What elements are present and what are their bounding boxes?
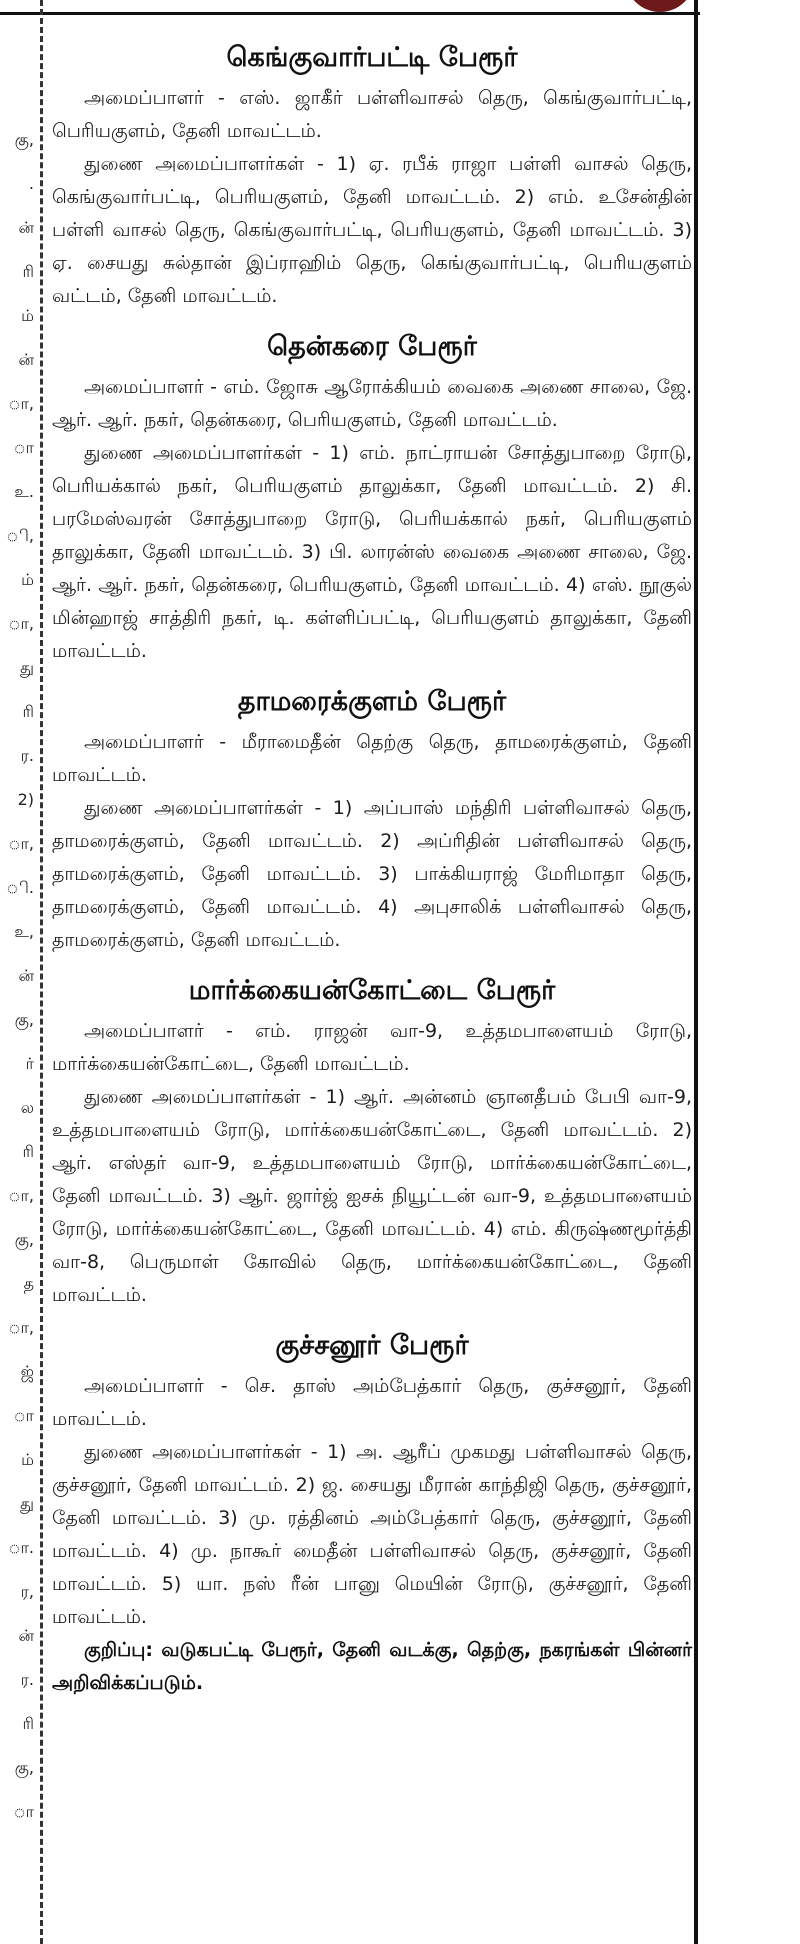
deputy-organizers-paragraph: துணை அமைப்பாளர்கள் - 1) ஏ. ரபீக் ராஜா பள்ளி வாசல் தெரு, கெங்குவார்பட்டி, பெரியகுளம், தேனி மாவட்டம். 2) எம். உசேன்தின் பள்ளி வாசல் தெரு, கெங்குவார்பட்டி, பெரியகுளம், தேனி மாவட்டம். 3) ஏ. சையது சுல்தான் இப்ராஹிம் தெரு, கெங்குவார்பட்டி, பெரியகுளம் வட்டம், தேனி மாவட்டம்.	[52, 153, 692, 307]
adjacent-column-fragment: ம்	[21, 306, 34, 325]
organizer-paragraph: அமைப்பாளர் - செ. தாஸ் அம்பேத்கார் தெரு, குச்சனூர், தேனி மாவட்டம்.	[52, 1375, 692, 1430]
adjacent-column-fragment: து	[20, 1494, 34, 1513]
adjacent-column-fragment: ம்	[21, 570, 34, 589]
adjacent-column-fragment: ன்	[18, 350, 34, 369]
adjacent-column-fragment: ஜ்	[20, 1362, 34, 1381]
adjacent-column-fragment: த	[23, 1274, 34, 1293]
article-column	[52, 38, 692, 1714]
adjacent-column-fragment: ரி	[22, 1714, 34, 1733]
adjacent-column-fragment: கு,	[14, 1230, 34, 1249]
adjacent-column-fragment: ா,	[8, 394, 34, 413]
adjacent-column-fragment: கு,	[14, 130, 34, 149]
adjacent-column-fragment: ன்	[18, 218, 34, 237]
adjacent-column-fragment: ா	[13, 1406, 34, 1425]
adjacent-column-fragment: ா,	[8, 834, 34, 853]
section-thamaraikulam	[52, 682, 692, 957]
adjacent-column-fragment: ர.	[20, 1670, 34, 1689]
adjacent-column-fragment: 2)	[17, 790, 34, 809]
deputy-organizers-paragraph: துணை அமைப்பாளர்கள் - 1) அப்பாஸ் மந்திரி பள்ளிவாசல் தெரு, தாமரைக்குளம், தேனி மாவட்டம். 2) அப்ரிதின் பள்ளிவாசல் தெரு, தாமரைக்குளம், தேனி மாவட்டம். 3) பாக்கியராஜ் மேரிமாதா தெரு, தாமரைக்குளம், தேனி மாவட்டம். 4) அபுசாலிக் பள்ளிவாசல் தெரு, தாமரைக்குளம், தேனி மாவட்டம்.	[52, 797, 692, 951]
section-heading: குச்சனூர் பேரூர்	[275, 1330, 469, 1361]
deputy-organizers-paragraph: துணை அமைப்பாளர்கள் - 1) எம். நாட்ராயன் சோத்துபாறை ரோடு, பெரியக்கால் நகர், பெரியகுளம் தாலுக்கா, தேனி மாவட்டம். 2) சி. பரமேஸ்வரன் சோத்துபாறை ரோடு, பெரியக்கால் நகர், பெரியகுளம் தாலுக்கா, தேனி மாவட்டம். 3) பி. லாரன்ஸ் வைகை அணை சாலை, ஜே. ஆர். ஆர். நகர், தென்கரை, பெரியகுளம், தேனி மாவட்டம். 4) எஸ். நூகுல் மின்ஹாஜ் சாத்திரி நகர், டி. கள்ளிப்பட்டி, பெரியகுளம் தாலுக்கா, தேனி மாவட்டம்.	[52, 442, 692, 662]
adjacent-column-fragment: ர,	[20, 1582, 34, 1601]
organizer-paragraph: அமைப்பாளர் - எம். ராஜன் வா-9, உத்தமபாளையம் ரோடு, மார்க்கையன்கோட்டை, தேனி மாவட்டம்.	[52, 1020, 692, 1075]
adjacent-column-fragment: ா,	[8, 1186, 34, 1205]
adjacent-column-fragment: .	[28, 174, 34, 193]
adjacent-column-fragment: ரி	[22, 262, 34, 281]
adjacent-column-fragment: ரி	[22, 702, 34, 721]
adjacent-column-fragment: ரி	[22, 1142, 34, 1161]
adjacent-column-fragment: ர.	[20, 746, 34, 765]
right-border	[694, 0, 698, 1944]
adjacent-column-fragment: ன்	[18, 966, 34, 985]
organizer-paragraph: அமைப்பாளர் - மீராமைதீன் தெற்கு தெரு, தாமரைக்குளம், தேனி மாவட்டம்.	[52, 731, 692, 786]
adjacent-column-fragment: ர்	[25, 1054, 34, 1073]
deputy-organizers-paragraph: துணை அமைப்பாளர்கள் - 1) அ. ஆரீப் முகமது பள்ளிவாசல் தெரு, குச்சனூர், தேனி மாவட்டம். 2) ஜ. சையது மீரான் காந்திஜி தெரு, குச்சனூர், தேனி மாவட்டம். 3) மு. ரத்தினம் அம்பேத்கார் தெரு, குச்சனூர், தேனி மாவட்டம். 4) மு. நாகூர் மைதீன் பள்ளிவாசல் தெரு, குச்சனூர், தேனி மாவட்டம். 5) யா. நஸ் ரீன் பானு மெயின் ரோடு, குச்சனூர், தேனி மாவட்டம்.	[52, 1441, 692, 1628]
section-kuchanur	[52, 1326, 692, 1700]
organizer-paragraph: அமைப்பாளர் - எஸ். ஜாகீர் பள்ளிவாசல் தெரு, கெங்குவார்பட்டி, பெரியகுளம், தேனி மாவட்டம்.	[52, 87, 692, 142]
section-thenkarai	[52, 327, 692, 668]
adjacent-column-fragment: உ,	[14, 922, 34, 941]
adjacent-column-fragment: ம்	[21, 1450, 34, 1469]
top-border	[0, 0, 700, 15]
note-paragraph: குறிப்பு: வடுகபட்டி பேரூர், தேனி வடக்கு, தெற்கு, நகரங்கள் பின்னர் அறிவிக்கப்படும்.	[52, 1639, 692, 1694]
adjacent-column-fragment: ா	[13, 1802, 34, 1821]
section-heading: கெங்குவார்பட்டி பேரூர்	[226, 42, 518, 73]
section-kenguvarpatti	[52, 38, 692, 313]
adjacent-column-fragment: ா,	[8, 614, 34, 633]
adjacent-column-fragment: ல	[20, 1098, 34, 1117]
adjacent-column-fragment: து	[20, 658, 34, 677]
adjacent-column-fragment: ி,	[6, 526, 34, 545]
adjacent-column-fragment: ா	[13, 438, 34, 457]
adjacent-column-fragment: ா,	[8, 1318, 34, 1337]
adjacent-column-fragment: ன்	[18, 1626, 34, 1645]
adjacent-column-fragment: கு,	[14, 1758, 34, 1777]
adjacent-column-fragment: கு,	[14, 1010, 34, 1029]
section-heading: தாமரைக்குளம் பேரூர்	[237, 686, 507, 717]
adjacent-column-fragments	[0, 0, 38, 1944]
adjacent-column-fragment: ி.	[6, 878, 34, 897]
deputy-organizers-paragraph: துணை அமைப்பாளர்கள் - 1) ஆர். அன்னம் ஞானதீபம் பேபி வா-9, உத்தமபாளையம் ரோடு, மார்க்கையன்கோட்டை, தேனி மாவட்டம். 2) ஆர். எஸ்தர் வா-9, உத்தமபாளையம் ரோடு, மார்க்கையன்கோட்டை, தேனி மாவட்டம். 3) ஆர். ஜார்ஜ் ஐசக் நியூட்டன் வா-9, உத்தமபாளையம் ரோடு, மார்க்கையன்கோட்டை, தேனி மாவட்டம். 4) எம். கிருஷ்ணமூர்த்தி வா-8, பெருமாள் கோவில் தெரு, மார்க்கையன்கோட்டை, தேனி மாவட்டம்.	[52, 1086, 692, 1306]
adjacent-column-fragment: ா.	[8, 1538, 34, 1557]
organizer-paragraph: அமைப்பாளர் - எம். ஜோசு ஆரோக்கியம் வைகை அணை சாலை, ஜே. ஆர். ஆர். நகர், தென்கரை, பெரியகுளம், தேனி மாவட்டம்.	[52, 376, 692, 431]
section-markaiyankottai	[52, 971, 692, 1312]
adjacent-column-fragment: உ.	[14, 482, 34, 501]
column-divider	[40, 0, 43, 1944]
section-heading: மார்க்கையன்கோட்டை பேரூர்	[188, 975, 556, 1006]
section-heading: தென்கரை பேரூர்	[267, 331, 477, 362]
